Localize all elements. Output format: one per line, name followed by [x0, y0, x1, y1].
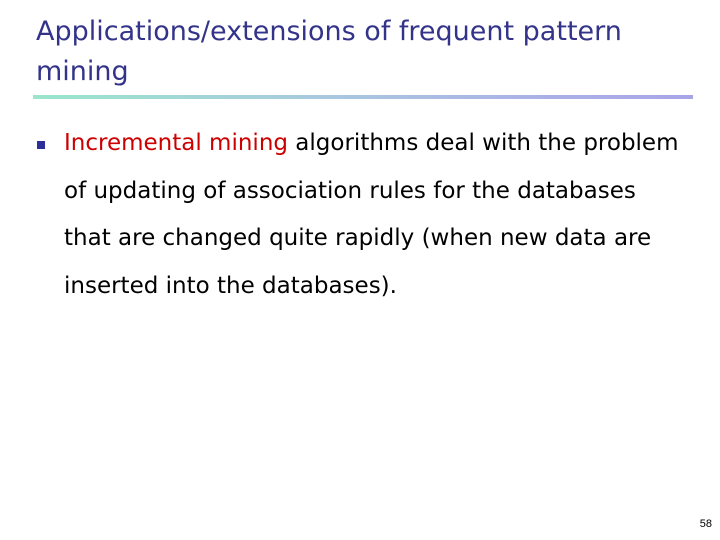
page-number: 58 — [699, 518, 712, 530]
highlighted-term: Incremental mining — [64, 130, 288, 156]
bullet-text — [64, 120, 684, 310]
title-divider — [33, 95, 693, 99]
bullet-body: algorithms deal with the problem of updating of association rules for the databases that are changed quite rapidly (when new data are inserted into the databases). — [64, 130, 679, 299]
bullet-square-icon — [37, 141, 45, 149]
slide-title: Applications/extensions of frequent pattern mining — [36, 16, 622, 87]
